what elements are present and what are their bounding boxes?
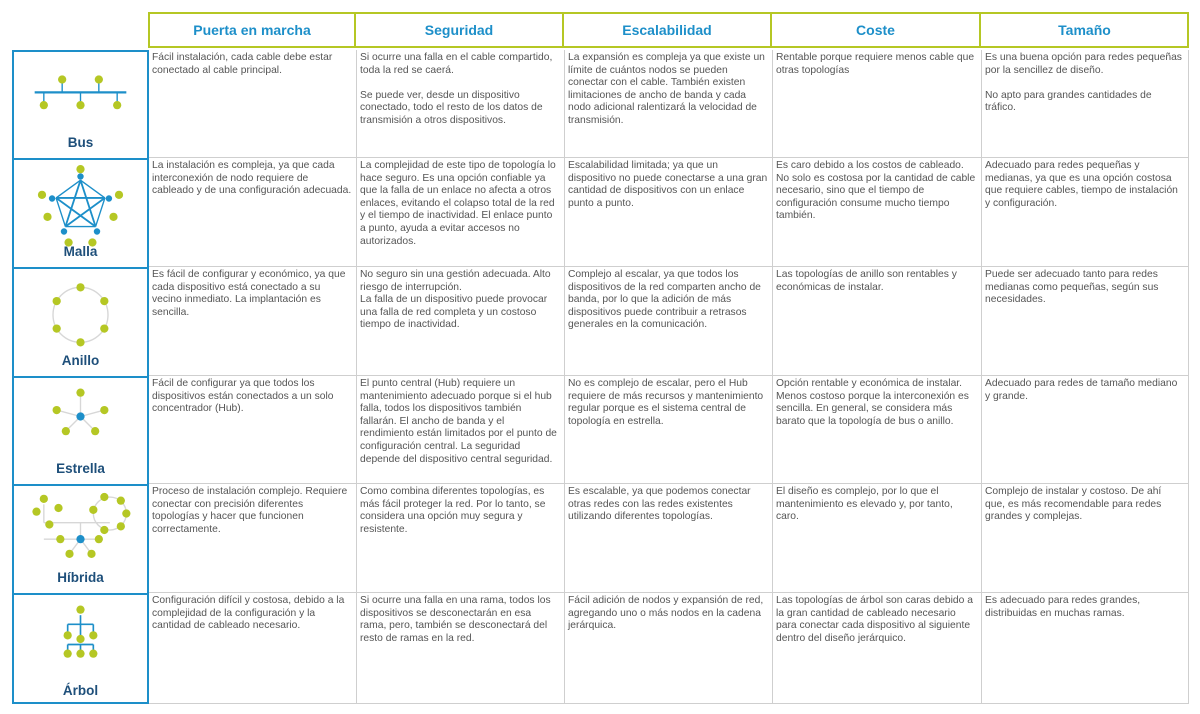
table-row [149, 267, 1189, 376]
cell-text: Complejo de instalar y costoso. De ahí que, es más recomendable para redes grandes y complejas. [985, 486, 1162, 523]
table-cell-puerta [149, 158, 357, 266]
cell-text: El punto central (Hub) requiere un mantenimiento adecuado porque si el hub falla, todos los dispositivos también fallarán. El ancho de banda y el rendimiento están limitados por el punto de configuración central. La seguridad depende del dispositivo central seguridad. [360, 378, 557, 465]
topology-name: Estrella [56, 461, 105, 476]
table-cell-coste [773, 50, 982, 157]
cell-text: Fácil instalación, cada cable debe estar conectado al cable principal. [152, 52, 333, 76]
cell-text: Escalabilidad limitada; ya que un dispositivo no puede conectarse a una gran cantidad de dispositivos con un enlace punto a punto. [568, 160, 768, 209]
table-cell-coste [773, 158, 982, 266]
cell-text: Si ocurre una falla en una rama, todos los dispositivos se desconectarán en esa rama, pero, también se desconectará del resto de ramas en la red. [360, 595, 551, 644]
column-header-seguridad: Seguridad [356, 14, 564, 46]
table-cell-puerta [149, 593, 357, 703]
table-row [149, 484, 1189, 593]
topology-name: Árbol [62, 683, 99, 698]
cell-text: Adecuado para redes de tamaño mediano y grande. [985, 378, 1178, 402]
table-cell-coste [773, 267, 982, 375]
topology-cell-2 [14, 269, 147, 378]
table-cell-tamano [982, 376, 1189, 483]
topology-cell-3 [14, 378, 147, 486]
column-header-escalabilidad: Escalabilidad [564, 14, 772, 46]
table-cell-escalabilidad [565, 50, 773, 157]
table-cell-tamano [982, 267, 1189, 375]
cell-text: Es una buena opción para redes pequeñas por la sencillez de diseño. [985, 52, 1182, 76]
cell-text: Las topologías de árbol son caras debido a la gran cantidad de cableado necesario para conectar cada dispositivo al siguiente dentro del diseño jerárquico. [776, 595, 973, 644]
cell-text: Si ocurre una falla en el cable compartido, toda la red se caerá. [360, 52, 553, 76]
table-cell-escalabilidad [565, 593, 773, 703]
table-cell-seguridad [357, 267, 565, 375]
topology-name: Anillo [61, 353, 100, 368]
cell-text: La complejidad de este tipo de topología lo hace seguro. Es una opción confiable ya que la falla de un enlace no afecta a otros enlaces, evitando el colapso total de la red y el tiempo de inactividad. El enlace punto a punto, ayuda a evitar accesos no autorizados. [360, 160, 556, 247]
cell-text: El diseño es complejo, por lo que el mantenimiento es elevado y, por tanto, caro. [776, 486, 953, 523]
table-cell-escalabilidad [565, 267, 773, 375]
column-header-tamano: Tamaño [1058, 22, 1111, 38]
cell-text: No seguro sin una gestión adecuada. Alto riesgo de interrupción. [360, 269, 551, 293]
cell-text: Proceso de instalación complejo. Requiere conectar con precisión diferentes topologías y hacer que funcionen correctamente. [152, 486, 348, 535]
cell-text: Fácil de configurar ya que todos los dispositivos están conectados a un solo concentrador (Hub). [152, 378, 334, 415]
cell-text: Complejo al escalar, ya que todos los dispositivos de la red comparten ancho de banda, por lo que la adición de más dispositivos puede contribuir a retrasos generales en la comunicación. [568, 269, 761, 331]
mesh-topology-icon [14, 160, 147, 248]
cell-text: Las topologías de anillo son rentables y económicas de instalar. [776, 269, 957, 293]
cell-text: Opción rentable y económica de instalar. Menos costoso porque la interconexión es sencilla. En general, se considera más barato que la topología de bus o anillo. [776, 378, 969, 427]
table-row [149, 50, 1189, 158]
table-cell-escalabilidad [565, 158, 773, 266]
topology-cell-0 [14, 52, 147, 160]
topology-column [12, 50, 149, 704]
table-cell-escalabilidad [565, 376, 773, 483]
cell-text: Fácil adición de nodos y expansión de red, agregando uno o más nodos en la cadena jerárquica. [568, 595, 764, 632]
column-header-puerta: Puerta en marcha [150, 14, 356, 46]
table-cell-puerta [149, 484, 357, 592]
bus-topology-icon [14, 52, 147, 140]
cell-text: Es adecuado para redes grandes, distribuidas en muchas ramas. [985, 595, 1141, 619]
comparison-table [149, 50, 1189, 704]
cell-text: No apto para grandes cantidades de tráfico. [985, 89, 1152, 114]
topology-cell-5 [14, 595, 147, 706]
cell-text: La expansión es compleja ya que existe un límite de cuántos nodos se pueden conectar con el cable. También existen limitaciones de ancho de banda y cada nodo adicional ralentizará la velocidad de transmisión. [568, 52, 765, 126]
table-row [149, 376, 1189, 484]
cell-text: Se puede ver, desde un dispositivo conectado, todo el resto de los datos de transmisión a otros dispositivos. [360, 89, 543, 126]
table-cell-tamano [982, 593, 1189, 703]
star-topology-icon [14, 378, 147, 466]
table-cell-seguridad [357, 376, 565, 483]
cell-text: Como combina diferentes topologías, es más fácil proteger la red. Por lo tanto, se considera una opción muy segura y resistente. [360, 486, 546, 535]
cell-text: Puede ser adecuado tanto para redes medianas como pequeñas, según sus necesidades. [985, 269, 1159, 306]
topology-name: Bus [67, 135, 94, 150]
topology-name: Híbrida [57, 570, 104, 585]
cell-text: Rentable porque requiere menos cable que otras topologías [776, 52, 975, 76]
topology-cell-1 [14, 160, 147, 269]
table-cell-seguridad [357, 593, 565, 703]
cell-text: Es fácil de configurar y económico, ya que cada dispositivo está conectado a su vecino inmediato. La implantación es sencilla. [152, 269, 346, 318]
table-cell-coste [773, 593, 982, 703]
column-header-coste: Coste [772, 14, 981, 46]
table-cell-seguridad [357, 50, 565, 157]
topology-cell-4 [14, 486, 147, 595]
table-cell-tamano [982, 158, 1189, 266]
table-row [149, 158, 1189, 267]
table-cell-puerta [149, 376, 357, 483]
cell-text: Es caro debido a los costos de cableado. No solo es costosa por la cantidad de cable necesario, sino que el tiempo de configuración consume mucho tiempo también. [776, 160, 976, 222]
topology-name: Malla [63, 244, 98, 259]
cell-text: Configuración difícil y costosa, debido a la complejidad de la configuración y la cantidad de cableado necesario. [152, 595, 345, 632]
table-cell-seguridad [357, 158, 565, 266]
cell-text: La instalación es compleja, ya que cada interconexión de nodo requiere de cableado y de una configuración adecuada. [152, 160, 352, 197]
ring-topology-icon [14, 269, 147, 357]
table-cell-coste [773, 484, 982, 592]
cell-text: La falla de un dispositivo puede provocar una falla de red completa y un costoso tiempo de inactividad. [360, 294, 548, 331]
table-cell-puerta [149, 267, 357, 375]
table-cell-escalabilidad [565, 484, 773, 592]
table-cell-tamano [982, 50, 1189, 157]
cell-text: Adecuado para redes pequeñas y medianas, ya que es una opción costosa que requiere cables, tiempo de instalación y configuración. [985, 160, 1178, 209]
table-cell-coste [773, 376, 982, 483]
cell-text: No es complejo de escalar, pero el Hub requiere de más recursos y mantenimiento regular porque es el sistema central de topología en estrella. [568, 378, 764, 427]
table-cell-tamano [982, 484, 1189, 592]
table-cell-seguridad [357, 484, 565, 592]
tree-topology-icon [14, 595, 147, 683]
column-header-row [148, 12, 1189, 48]
hybrid-topology-icon [14, 486, 147, 574]
table-row [149, 593, 1189, 704]
table-cell-puerta [149, 50, 357, 157]
cell-text: Es escalable, ya que podemos conectar otras redes con las redes existentes utilizando diferentes topologías. [568, 486, 751, 523]
